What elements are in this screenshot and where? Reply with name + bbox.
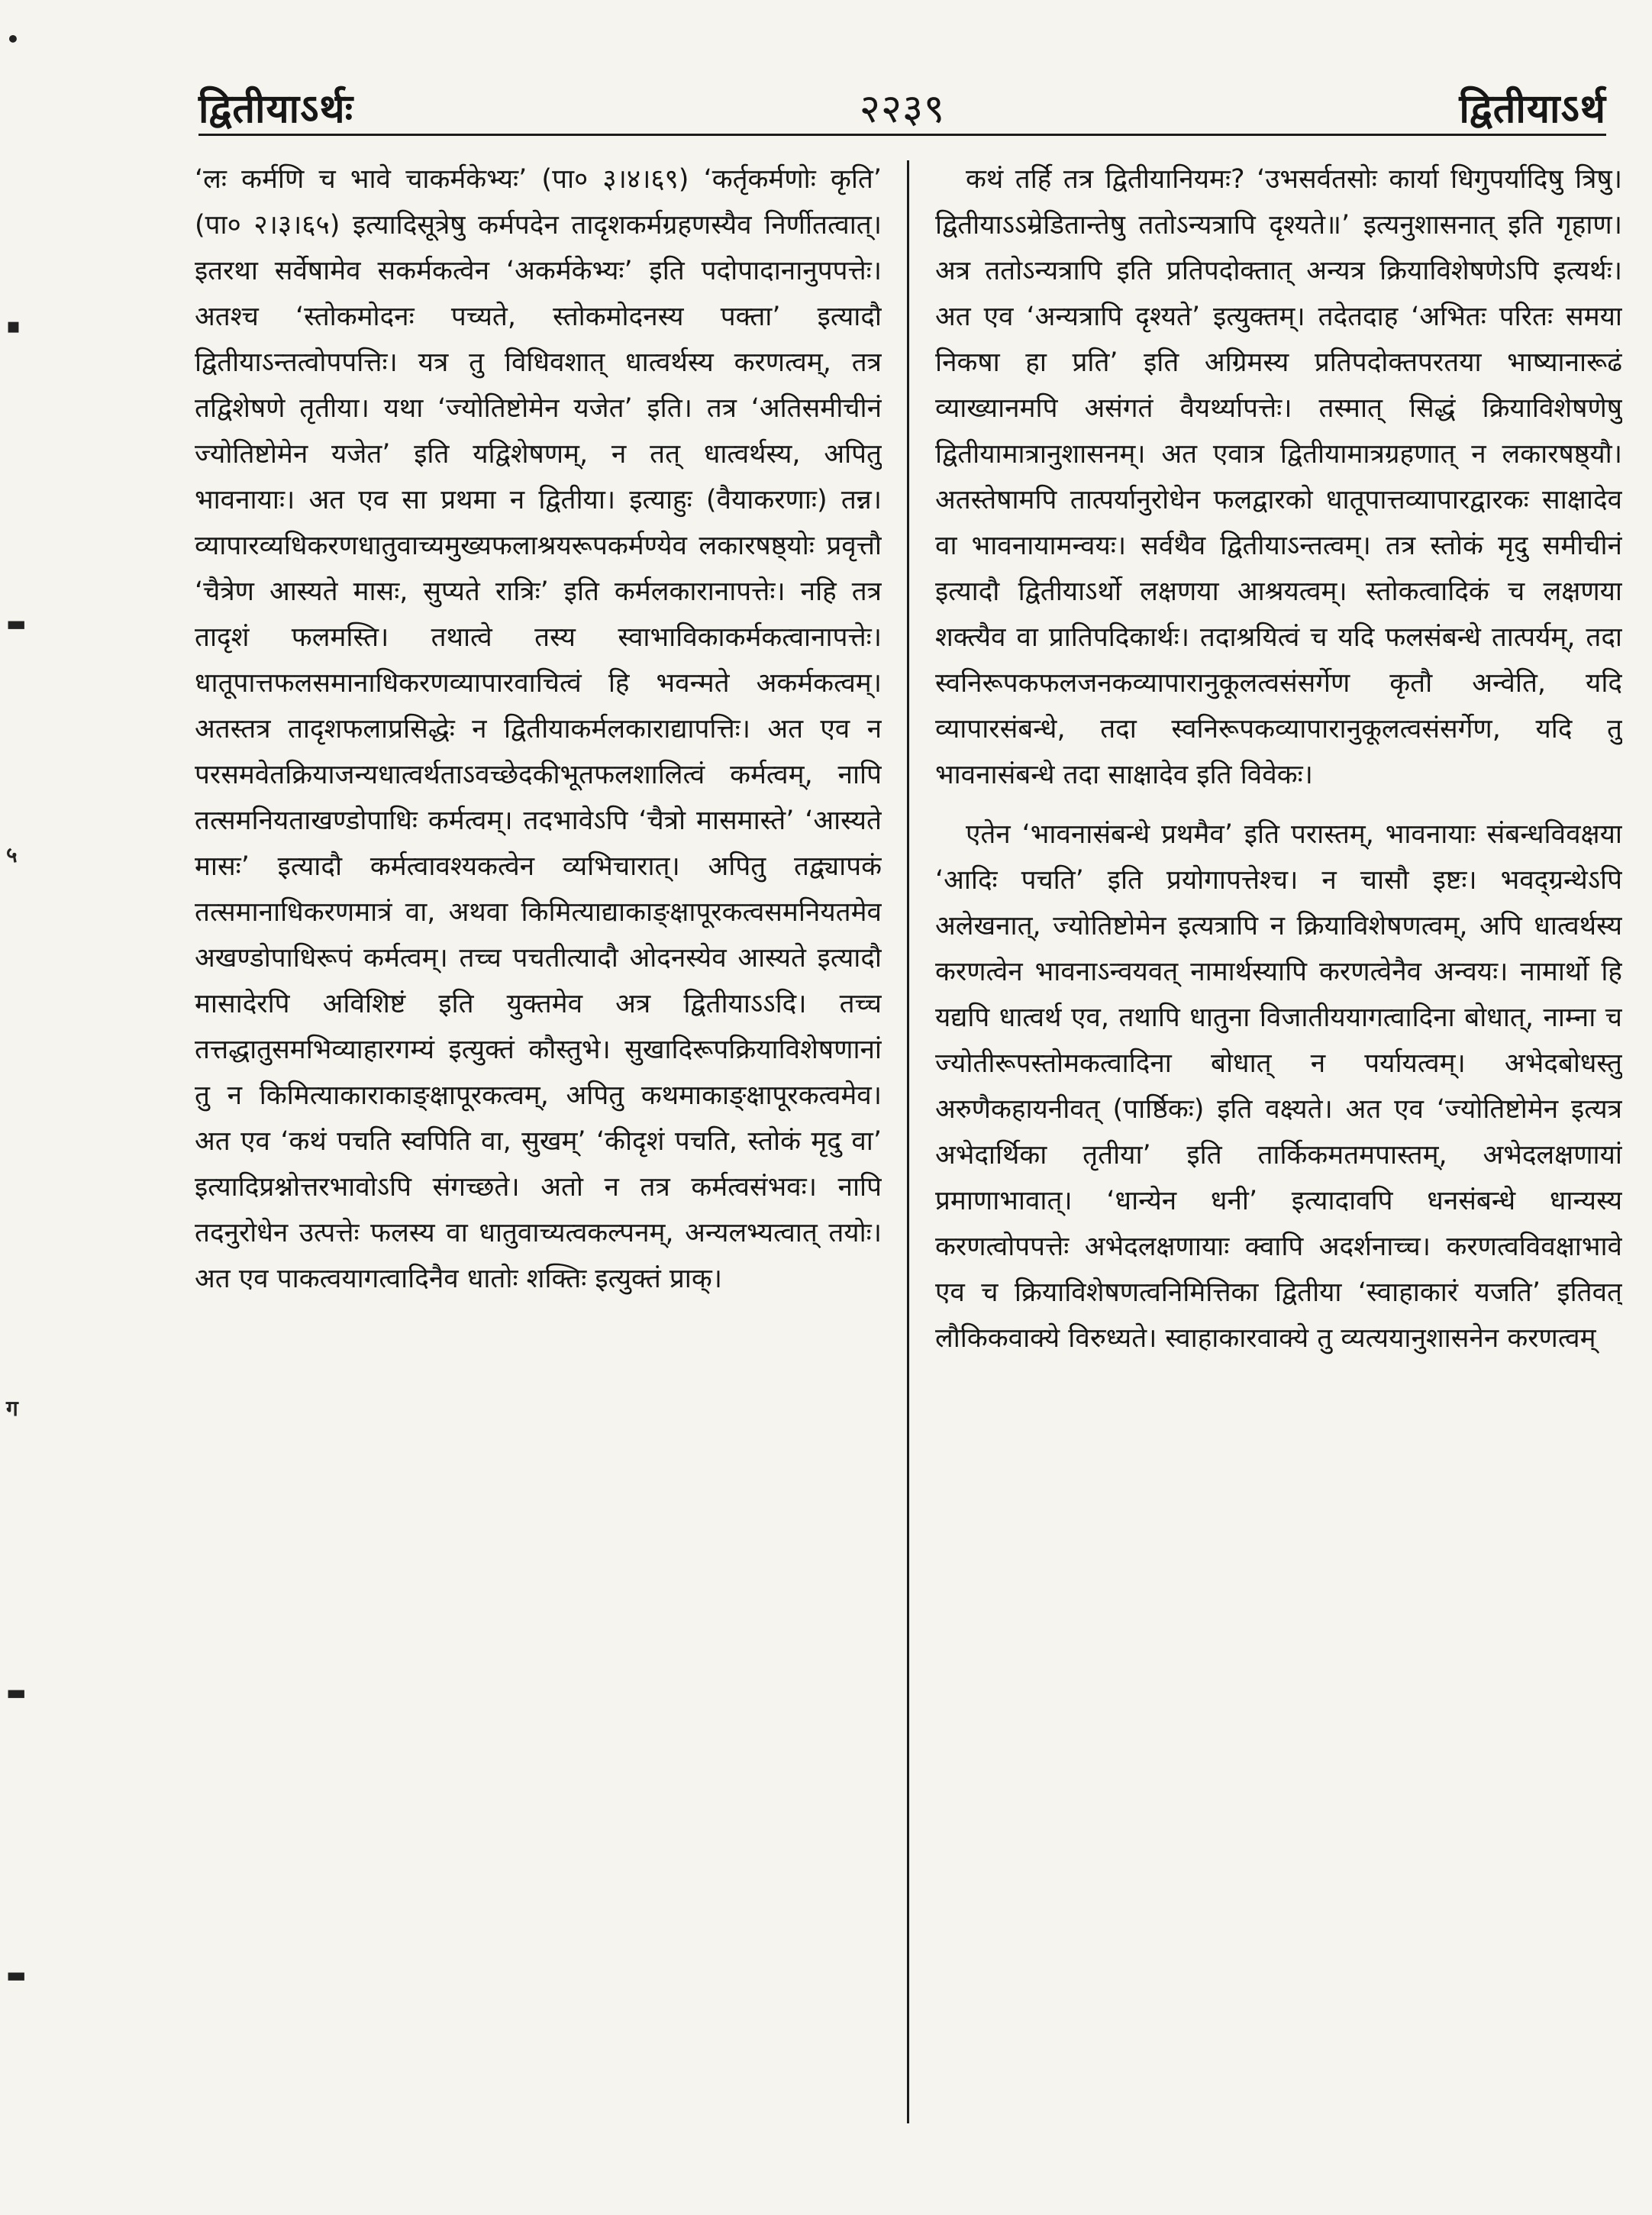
right-column (935, 157, 1622, 2131)
margin-mark-4: ५ (6, 842, 18, 867)
right-paragraph-2: एतेन ‘भावनासंबन्धे प्रथमैव’ इति परास्तम्, भावनायाः संबन्धविवक्षया ‘आदिः पचति’ इति प्रयोगापत्तेश्च। न चासौ इष्टः। भवद्ग्रन्थेऽपि अलेखनात्, ज्योतिष्टोमेन इत्यत्रापि न क्रियाविशेषणत्वम्, अपि धात्वर्थस्य करणत्वेन भावनाऽन्वयवत् नामार्थस्यापि करणत्वेनैव अन्वयः। नामार्थो हि यद्यपि धात्वर्थ एव, तथापि धातुना विजातीययागत्वादिना बोधात्, नाम्ना च ज्योतीरूपस्तोमकत्वादिना बोधात् न पर्यायत्वम्। अभेदबोधस्तु अरुणैकहायनीवत् (पार्ष्ठिकः) इति वक्ष्यते। अत एव ‘ज्योतिष्टोमेन इत्यत्र अभेदार्थिका तृतीया’ इति तार्किकमतमपास्तम्, अभेदलक्षणायां प्रमाणाभावात्। ‘धान्येन धनी’ इत्यादावपि धनसंबन्धे धान्यस्य करणत्वोपपत्तेः अभेदलक्षणायाः क्वापि अदर्शनाच्च। करणत्वविवक्षाभावे एव च क्रियाविशेषणत्वनिमित्तिका द्वितीया ‘स्वाहाकारं यजति’ इतिवत् लौकिकवाक्ये विरुध्यते। स्वाहाकारवाक्ये तु व्यत्ययानुशासनेन करणत्वम् (935, 819, 1622, 1354)
running-title-right: द्वितीयाऽर्थ (1459, 86, 1606, 132)
margin-mark-7: ▬ (6, 1962, 27, 1987)
margin-mark-2: ▪ (6, 313, 21, 338)
page-header (198, 73, 1606, 136)
page-number: २२३९ (859, 86, 946, 132)
left-paragraph-1: ‘लः कर्मणि च भावे चाकर्मकेभ्यः’ (पा० ३।४।६९) ‘कर्तृकर्मणोः कृति’ (पा० २।३।६५) इत्यादिसूत्रेषु कर्मपदेन तादृशकर्मग्रहणस्यैव निर्णीतत्वात्। इतरथा सर्वेषामेव सकर्मकत्वेन ‘अकर्मकेभ्यः’ इति पदोपादानानुपपत्तेः। अतश्च ‘स्तोकमोदनः पच्यते, स्तोकमोदनस्य पक्ता’ इत्यादौ द्वितीयाऽन्तत्वोपपत्तिः। यत्र तु विधिवशात् धात्वर्थस्य करणत्वम्, तत्र तद्विशेषणे तृतीया। यथा ‘ज्योतिष्टोमेन यजेत’ इति। तत्र ‘अतिसमीचीनं ज्योतिष्टोमेन यजेत’ इति यद्विशेषणम्, न तत् धात्वर्थस्य, अपितु भावनायाः। अत एव सा प्रथमा न द्वितीया। इत्याहुः (वैयाकरणाः) तन्न। व्यापारव्यधिकरणधातुवाच्यमुख्यफलाश्रयरूपकर्मण्येव लकारषष्ठ्योः प्रवृत्तौ ‘चैत्रेण आस्यते मासः, सुप्यते रात्रिः’ इति कर्मलकारानापत्तेः। नहि तत्र तादृशं फलमस्ति। तथात्वे तस्य स्वाभाविकाकर्मकत्वानापत्तेः। धातूपात्तफलसमानाधिकरणव्यापारवाचित्वं हि भवन्मते अकर्मकत्वम्। अतस्तत्र तादृशफलाप्रसिद्धेः न द्वितीयाकर्मलकाराद्यापत्तिः। अत एव न परसमवेतक्रियाजन्यधात्वर्थताऽवच्छेदकीभूतफलशालित्वं कर्मत्वम्, नापि तत्समनियताखण्डोपाधिः कर्मत्वम्। तदभावेऽपि ‘चैत्रो मासमास्ते’ ‘आस्यते मासः’ इत्यादौ कर्मत्वावश्यकत्वेन व्यभिचारात्। अपितु तद्व्यापकं तत्समानाधिकरणमात्रं वा, अथवा किमित्याद्याकाङ्क्षापूरकत्वसमनियतमेव अखण्डोपाधिरूपं कर्मत्वम्। तच्च पचतीत्यादौ ओदनस्येव आस्यते इत्यादौ मासादेरपि अविशिष्टं इति युक्तमेव अत्र द्वितीयाऽऽदि। तच्च तत्तद्धातुसमभिव्याहारगम्यं इत्युक्तं कौस्तुभे। सुखादिरूपक्रियाविशेषणानां तु न किमित्याकाराकाङ्क्षापूरकत्वम्, अपितु कथमाकाङ्क्षापूरकत्वमेव। अत एव ‘कथं पचति स्वपिति वा, सुखम्’ ‘कीदृशं पचति, स्तोकं मृदु वा’ इत्यादिप्रश्नोत्तरभावोऽपि संगच्छते। अतो न तत्र कर्मत्वसंभवः। नापि तदनुरोधेन उत्पत्तेः फलस्य वा धातुवाच्यत्वकल्पनम्, अन्यलभ्यत्वात् तयोः। अत एव पाकत्वयागत्वादिनैव धातोः शक्तिः इत्युक्तं प्राक्। (195, 164, 882, 1294)
margin-mark-6: ▬ (6, 1680, 27, 1705)
column-divider (907, 160, 909, 2123)
running-title-left: द्वितीयाऽर्थः (198, 86, 354, 132)
margin-mark-3: ▬ (6, 611, 27, 636)
left-column (195, 157, 882, 2131)
right-paragraph-1: कथं तर्हि तत्र द्वितीयानियमः? ‘उभसर्वतसोः कार्या धिगुपर्यादिषु त्रिषु। द्वितीयाऽऽम्रेडितान्तेषु ततोऽन्यत्रापि दृश्यते॥’ इत्यनुशासनात् इति गृहाण। अत्र ततोऽन्यत्रापि इति प्रतिपदोक्तात् अन्यत्र क्रियाविशेषणेऽपि इत्यर्थः। अत एव ‘अन्यत्रापि दृश्यते’ इत्युक्तम्। तदेतदाह ‘अभितः परितः समया निकषा हा प्रति’ इति अग्रिमस्य प्रतिपदोक्तपरतया भाष्यानारूढं व्याख्यानमपि असंगतं वैयर्थ्यापत्तेः। तस्मात् सिद्धं क्रियाविशेषणेषु द्वितीयामात्रानुशासनम्। अत एवात्र द्वितीयामात्रग्रहणात् न लकारषष्ठ्यौ। अतस्तेषामपि तात्पर्यानुरोधेन फलद्वारको धातूपात्तव्यापारद्वारकः साक्षादेव वा भावनायामन्वयः। सर्वथैव द्वितीयाऽन्तत्वम्। तत्र स्तोकं मृदु समीचीनं इत्यादौ द्वितीयाऽर्थो लक्षणया आश्रयत्वम्। स्तोकत्वादिकं च लक्षणया शक्त्यैव वा प्रातिपदिकार्थः। तदाश्रयित्वं च यदि फलसंबन्धे तात्पर्यम्, तदा स्वनिरूपकफलजनकव्यापारानुकूलत्वसंसर्गेण कृतौ अन्वेति, यदि व्यापारसंबन्धे, तदा स्वनिरूपकव्यापारानुकूलत्वसंसर्गेण, यदि तु भावनासंबन्धे तदा साक्षादेव इति विवेकः। (935, 164, 1622, 790)
margin-mark-1: • (6, 27, 20, 52)
margin-mark-5: ग (6, 1396, 18, 1421)
